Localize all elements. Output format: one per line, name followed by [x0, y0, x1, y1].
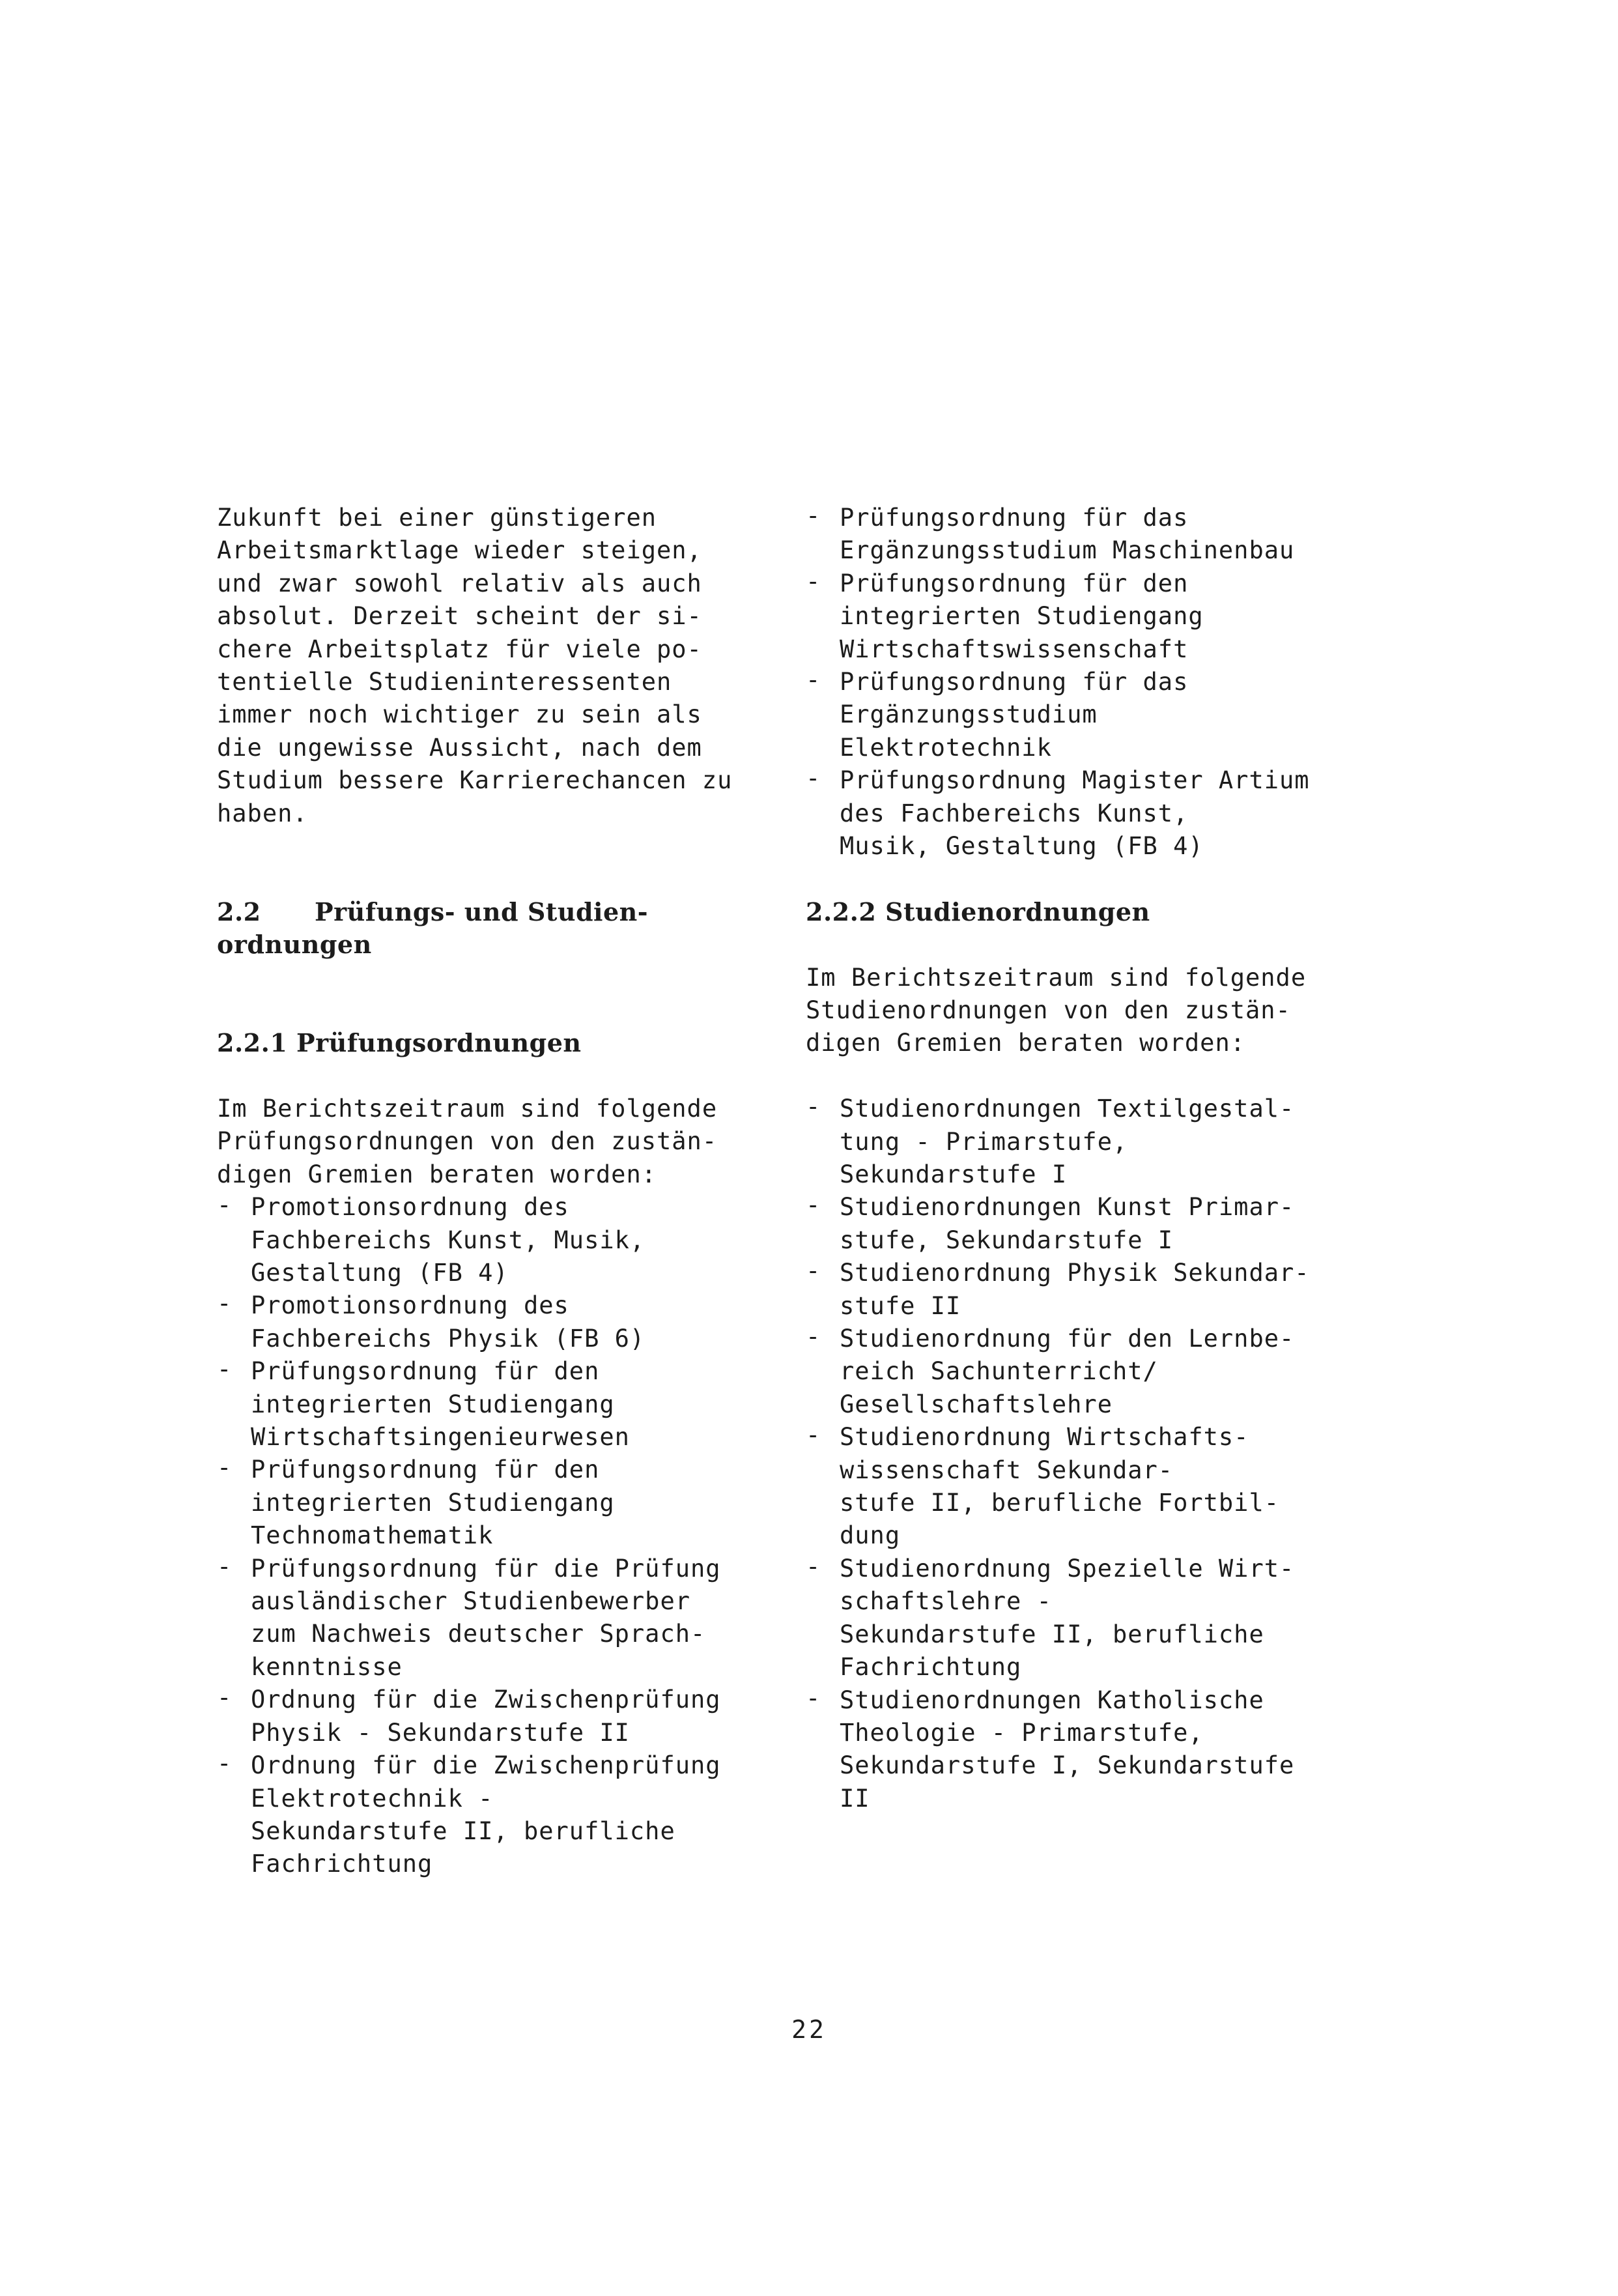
right-column [806, 502, 1379, 1815]
section-title: Prüfungs- und Studien- [315, 897, 649, 926]
list-item-line: tung - Primarstufe, [840, 1127, 1128, 1156]
list-item-line: Prüfungsordnung für den [251, 1456, 600, 1484]
studienordnungen-list [806, 1093, 1379, 1815]
list-item [806, 764, 1379, 863]
list-item-line: Technomathematik [251, 1521, 494, 1550]
list-marker: - [806, 1257, 821, 1285]
list-item [806, 1421, 1379, 1553]
section-heading-2-2-1 [217, 1027, 790, 1059]
intro-paragraph [217, 502, 790, 830]
list-item-line: Studienordnung Physik Sekundar- [840, 1259, 1310, 1287]
list-item-line: Wirtschaftswissenschaft [840, 635, 1189, 663]
list-item-line: Theologie - Primarstufe, [840, 1718, 1204, 1747]
list-item-line: integrierten Studiengang [840, 602, 1204, 631]
list-marker: - [806, 502, 821, 530]
list-item-line: Sekundarstufe I [840, 1160, 1068, 1189]
list-item [217, 1684, 790, 1749]
list-marker: - [217, 1684, 233, 1712]
list-item-line: Fachbereichs Physik (FB 6) [251, 1324, 646, 1353]
list-item [806, 1323, 1379, 1421]
list-marker: - [217, 1289, 233, 1318]
list-item-line: Prüfungsordnung für das [840, 504, 1189, 532]
text-line: Im Berichtszeitraum sind folgende [217, 1095, 718, 1123]
text-line: chere Arbeitsplatz für viele po- [217, 635, 702, 663]
text-line: und zwar sowohl relativ als auch [217, 569, 702, 597]
text-line: Arbeitsmarktlage wieder steigen, [217, 536, 702, 565]
text-line: die ungewisse Aussicht, nach dem [217, 733, 702, 762]
list-item-line: Gesellschaftslehre [840, 1390, 1113, 1418]
list-item-line: des Fachbereichs Kunst, [840, 799, 1189, 827]
list-item-line: Fachbereichs Kunst, Musik, [251, 1226, 646, 1254]
list-item-line: Studienordnungen Textilgestal- [840, 1095, 1295, 1123]
list-item-line: Prüfungsordnung für den [840, 569, 1189, 597]
text-line: absolut. Derzeit scheint der si- [217, 602, 702, 631]
list-item-line: Studienordnungen Kunst Primar- [840, 1193, 1295, 1222]
section-number: 2.2.1 [217, 1028, 288, 1058]
pruefungsordnungen-list-cont [806, 502, 1379, 863]
text-line: Studium bessere Karrierechancen zu [217, 766, 733, 795]
text-line: digen Gremien beraten worden: [806, 1029, 1246, 1057]
text-line: Zukunft bei einer günstigeren [217, 504, 657, 532]
list-item-line: Gestaltung (FB 4) [251, 1259, 509, 1287]
list-item-line: stufe II, berufliche Fortbil- [840, 1489, 1280, 1517]
list-item-line: Ordnung für die Zwischenprüfung [251, 1686, 721, 1714]
list-item-line: stufe, Sekundarstufe I [840, 1226, 1174, 1254]
list-item-line: Prüfungsordnung für die Prüfung [251, 1554, 721, 1583]
section-title: Prüfungsordnungen [296, 1028, 582, 1058]
list-item-line: Ergänzungsstudium Maschinenbau [840, 536, 1295, 565]
list-item-line: Elektrotechnik [840, 733, 1052, 762]
section-heading-2-2-2 [806, 896, 1379, 928]
list-item-line: zum Nachweis deutscher Sprach- [251, 1620, 706, 1648]
list-marker: - [806, 764, 821, 793]
list-item-line: Studienordnungen Katholische [840, 1686, 1264, 1714]
section-heading-2-2 [217, 896, 790, 962]
list-marker: - [806, 666, 821, 695]
list-marker: - [806, 1421, 821, 1450]
list-item-line: Studienordnung für den Lernbe- [840, 1325, 1295, 1353]
list-item-line: Elektrotechnik - [251, 1784, 494, 1813]
list-item [217, 1454, 790, 1552]
list-item-line: dung [840, 1521, 901, 1550]
list-marker: - [217, 1191, 233, 1220]
text-line: Prüfungsordnungen von den zustän- [217, 1127, 718, 1156]
list-item-line: Promotionsordnung des [251, 1193, 569, 1222]
list-item-line: kenntnisse [251, 1652, 403, 1681]
list-item [806, 1191, 1379, 1257]
pruefungsordnungen-list [217, 1191, 790, 1881]
text-line: Studienordnungen von den zustän- [806, 996, 1291, 1025]
text-line: Im Berichtszeitraum sind folgende [806, 963, 1307, 992]
text-line: immer noch wichtiger zu sein als [217, 700, 702, 729]
list-item [806, 1684, 1379, 1816]
list-item-line: Fachrichtung [840, 1653, 1022, 1682]
list-item-line: Promotionsordnung des [251, 1291, 569, 1320]
list-item-line: Sekundarstufe II, berufliche [840, 1620, 1264, 1648]
section-number: 2.2 [217, 897, 261, 926]
section-number: 2.2.2 [806, 897, 877, 926]
list-item-line: Sekundarstufe I, Sekundarstufe [840, 1751, 1295, 1780]
list-marker: - [806, 1093, 821, 1121]
text-line: digen Gremien beraten worden: [217, 1160, 657, 1188]
pruefungsordnungen-intro [217, 1093, 790, 1191]
list-marker: - [217, 1355, 233, 1384]
section-title: Studienordnungen [885, 897, 1150, 926]
list-item-line: Musik, Gestaltung (FB 4) [840, 832, 1204, 861]
list-item-line: Ordnung für die Zwischenprüfung [251, 1751, 721, 1780]
list-marker: - [806, 1684, 821, 1712]
left-column [217, 502, 790, 1881]
list-item [806, 502, 1379, 567]
list-item [217, 1749, 790, 1881]
list-item [217, 1191, 790, 1289]
list-item [806, 567, 1379, 666]
list-item-line: reich Sachunterricht/ [840, 1357, 1158, 1386]
list-item-line: Wirtschaftsingenieurwesen [251, 1423, 630, 1452]
text-line: tentielle Studieninteressenten [217, 667, 672, 696]
list-item-line: Prüfungsordnung für das [840, 668, 1189, 696]
list-marker: - [806, 567, 821, 596]
list-item-line: II [840, 1784, 870, 1813]
list-marker: - [806, 1191, 821, 1220]
list-item [217, 1355, 790, 1454]
list-marker: - [217, 1749, 233, 1778]
list-item-line: ausländischer Studienbewerber [251, 1587, 691, 1616]
list-marker: - [806, 1323, 821, 1351]
studienordnungen-intro [806, 962, 1379, 1060]
list-item [806, 1257, 1379, 1323]
text-line: haben. [217, 799, 308, 827]
list-item-line: integrierten Studiengang [251, 1390, 615, 1418]
page-number: 22 [791, 2015, 827, 2044]
section-title-cont: ordnungen [217, 930, 372, 960]
list-item-line: integrierten Studiengang [251, 1488, 615, 1517]
list-item [217, 1289, 790, 1355]
list-item-line: Prüfungsordnung für den [251, 1357, 600, 1386]
list-item [806, 666, 1379, 764]
list-item-line: Sekundarstufe II, berufliche [251, 1816, 675, 1845]
list-item-line: Physik - Sekundarstufe II [251, 1718, 630, 1747]
list-item-line: stufe II [840, 1291, 961, 1320]
list-item-line: Prüfungsordnung Magister Artium [840, 766, 1310, 795]
list-marker: - [217, 1454, 233, 1482]
list-item-line: Fachrichtung [251, 1850, 433, 1878]
list-item [217, 1553, 790, 1684]
list-item-line: Studienordnung Spezielle Wirt- [840, 1554, 1295, 1583]
list-marker: - [217, 1552, 233, 1581]
list-item [806, 1093, 1379, 1191]
list-item-line: schaftslehre - [840, 1587, 1052, 1616]
list-item-line: Studienordnung Wirtschafts- [840, 1423, 1249, 1452]
list-item-line: wissenschaft Sekundar- [840, 1456, 1174, 1484]
list-item [806, 1553, 1379, 1684]
list-item-line: Ergänzungsstudium [840, 700, 1098, 729]
list-marker: - [806, 1552, 821, 1581]
